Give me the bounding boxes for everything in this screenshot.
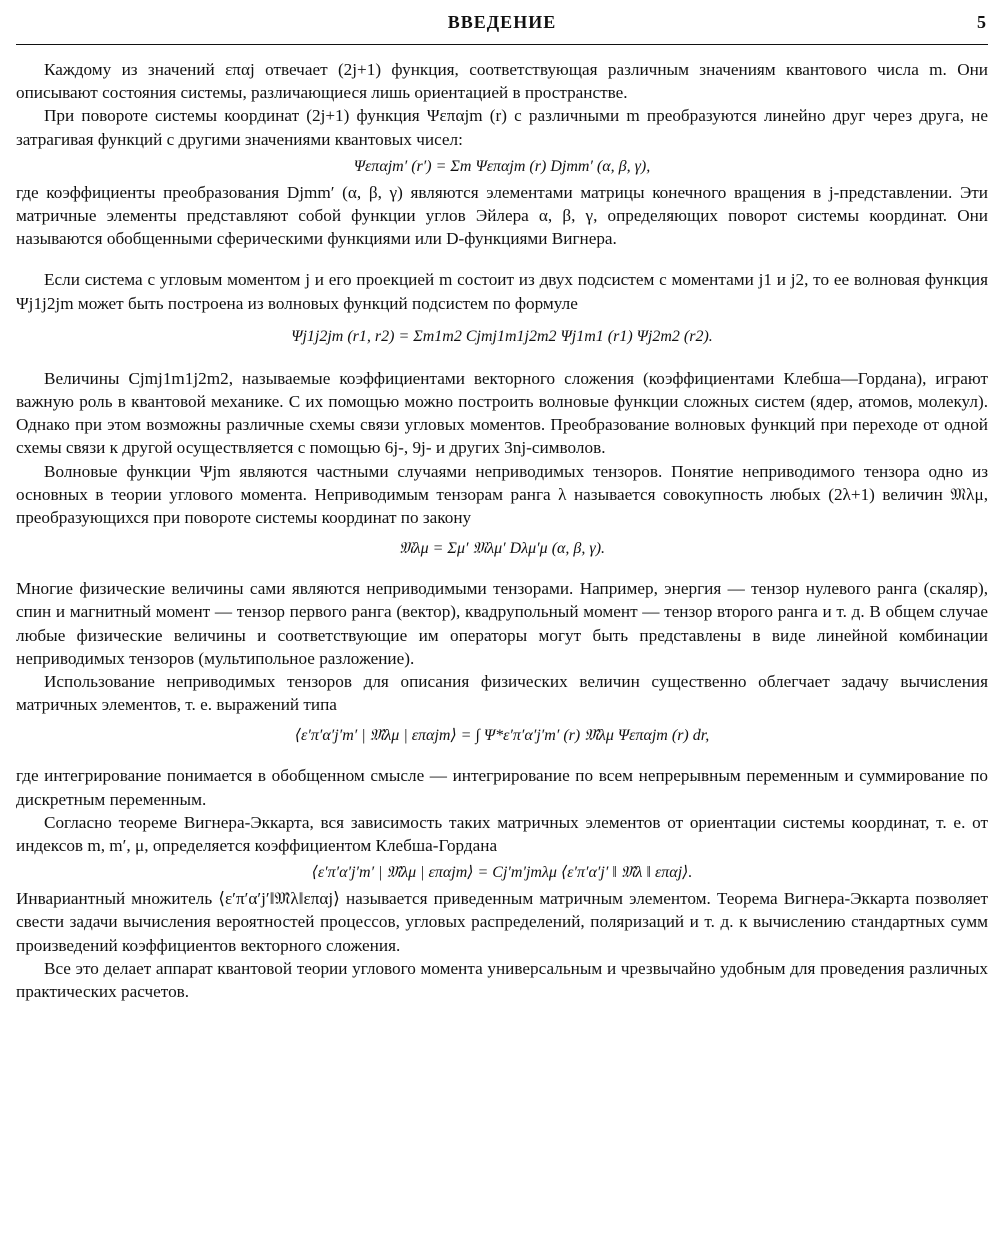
equation: 𝔐λμ = Σμ′ 𝔐λμ′ Dλμ′μ (α, β, γ). [398, 540, 606, 558]
paragraph: Инвариантный множитель ⟨ε′π′α′j′‖𝔐̂λ‖επαj⟩ называется приведенным матричным элементом. Теорема Вигнера-Эккарта позволяет свести задачи вычисления вероятностей процессов, угловых распределений, поляризаций и т. д. к вычислению стандартных сумм произведений коэффициентов векторного сложения. [16, 889, 988, 955]
section-title: ВВЕДЕНИЕ [447, 12, 557, 32]
page-number: 5 [977, 12, 986, 32]
paragraph: Если система с угловым моментом j и его проекцией m состоит из двух подсистем с моментами j1 и j2, то ее волновая функция Ψj1j2jm может быть построена из волновых функций подсистем по формуле [16, 270, 988, 313]
paragraph: Многие физические величины сами являются неприводимыми тензорами. Например, энергия — тензор нулевого ранга (скаляр), спин и магнитный момент — тензор первого ранга (вектор), квадрупольный момент — тензор второго ранга и т. д. В общем случае любые физические величины и соответствующие им операторы могут быть представлены в виде линейной комбинации неприводимых тензоров (мультипольное разложение). [16, 579, 988, 668]
paragraph: При повороте системы координат (2j+1) функция Ψεπαjm (r) с различными m преобразуются линейно друг через друга, не затрагивая функций с другими значениями квантовых чисел: [16, 106, 988, 149]
paragraph: Согласно теореме Вигнера-Эккарта, вся зависимость таких матричных элементов от ориентации системы координат, т. е. от индексов m, m′, μ, определяется коэффициентом Клебша-Гордана [16, 812, 988, 856]
paragraph: где коэффициенты преобразования Djmm′ (α, β, γ) являются элементами матрицы конечного вращения в j-представлении. Эти матричные элементы представляют собой функции углов Эйлера α, β, γ, определяющих поворот системы координат. Они называются обобщенными сферическими функциями или D-функциями Вигнера. [16, 182, 988, 249]
header-rule [16, 44, 988, 45]
paragraph: Каждому из значений επαj отвечает (2j+1) функция, соответствующая различным значениям квантового числа m. Они описывают состояния системы, различающиеся лишь ориентацией в пространстве. [16, 60, 988, 103]
paragraph: где интегрирование понимается в обобщенном смысле — интегрирование по всем непрерывным переменным и суммирование по дискретным переменным. [16, 766, 988, 809]
running-header [16, 10, 988, 36]
paragraph: Использование неприводимых тензоров для описания физических величин существенно облегчает задачу вычисления матричных элементов, т. е. выражений типа [16, 672, 988, 715]
equation: ⟨ε′π′α′j′m′ | 𝔐̂λμ | επαjm⟩ = Cj′m′jmλμ ⟨ε′π′α′j′ ‖ 𝔐̂λ ‖ επαj⟩. [311, 864, 693, 882]
page-body [16, 58, 988, 1003]
equation: Ψεπαjm′ (r′) = Σm Ψεπαjm (r) Djmm′ (α, β, γ), [353, 157, 651, 175]
equation: ⟨ε′π′α′j′m′ | 𝔐̂λμ | επαjm⟩ = ∫ Ψ*ε′π′α′j′m′ (r) 𝔐̂λμ Ψεπαjm (r) dr, [294, 727, 710, 745]
book-page [16, 0, 988, 1252]
paragraph: Волновые функции Ψjm являются частными случаями неприводимых тензоров. Понятие неприводимого тензора одно из основных в теории углового момента. Неприводимым тензорам ранга λ называется совокупность любых (2λ+1) величин 𝔐λμ, преобразующихся при повороте системы координат по закону [16, 461, 988, 528]
paragraph: Величины Cjmj1m1j2m2, называемые коэффициентами векторного сложения (коэффициентами Клебша—Гордана), играют важную роль в квантовой механике. С их помощью можно построить волновые функции сложных систем (ядер, атомов, молекул). Однако при этом возможны различные схемы связи угловых моментов. Преобразование волновых функций при переходе от одной схемы связи к другой осуществляется с помощью 6j-, 9j- и других 3nj-символов. [16, 368, 988, 458]
paragraph: Все это делает аппарат квантовой теории углового момента универсальным и чрезвычайно удобным для проведения различных практических расчетов. [16, 958, 988, 1002]
equation: Ψj1j2jm (r1, r2) = Σm1m2 Cjmj1m1j2m2 Ψj1m1 (r1) Ψj2m2 (r2). [291, 327, 713, 345]
